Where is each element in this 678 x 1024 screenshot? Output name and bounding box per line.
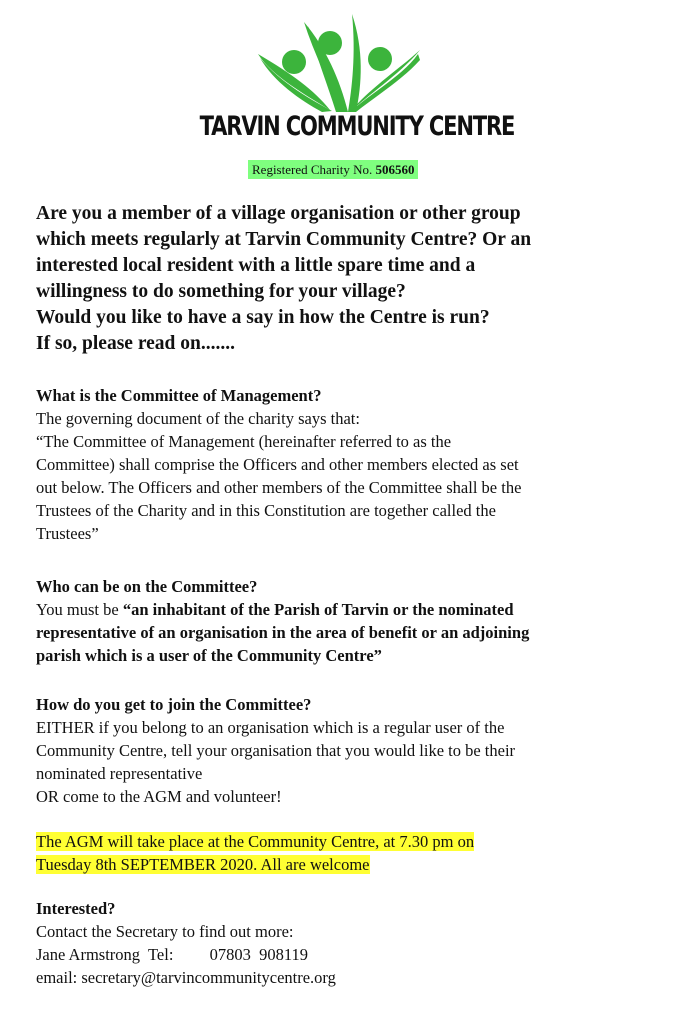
eligibility-line: parish which is a user of the Community Centre” <box>36 646 382 665</box>
charity-number: 506560 <box>375 162 415 177</box>
charity-label: Registered Charity No. <box>252 162 373 177</box>
intro-line: Are you a member of a village organisation or other group <box>36 203 521 224</box>
community-figures-logo-icon <box>252 14 422 112</box>
committee-line: Committee) shall comprise the Officers and other members elected as set <box>36 455 519 474</box>
intro-line: which meets regularly at Tarvin Community Centre? Or an <box>36 229 532 250</box>
contact-name: Jane Armstrong <box>36 945 141 964</box>
join-line: nominated representative <box>36 764 203 783</box>
agm-line: The AGM will take place at the Community Centre, at 7.30 pm on <box>36 832 475 851</box>
intro-paragraph <box>36 201 656 357</box>
eligibility-lead: You must be <box>36 600 123 619</box>
committee-line: “The Committee of Management (hereinafter referred to as the <box>36 432 452 451</box>
intro-line: If so, please read on....... <box>36 333 235 354</box>
committee-line: The governing document of the charity says that: <box>36 409 360 428</box>
eligibility-line: representative of an organisation in the area of benefit or an adjoining <box>36 623 530 642</box>
charity-number-badge <box>248 160 418 179</box>
join-heading: How do you get to join the Committee? <box>36 695 312 714</box>
join-section <box>36 693 666 808</box>
contact-tel: 07803 908119 <box>209 945 309 964</box>
contact-heading: Interested? <box>36 899 116 918</box>
committee-section <box>36 384 666 545</box>
eligibility-section <box>36 575 666 667</box>
intro-line: willingness to do something for your village? <box>36 281 406 302</box>
organisation-name: TARVIN COMMUNITY CENTRE <box>199 111 515 142</box>
contact-email[interactable]: email: secretary@tarvincommunitycentre.org <box>36 968 336 987</box>
eligibility-line: “an inhabitant of the Parish of Tarvin or the nominated <box>122 600 514 619</box>
contact-section <box>36 897 666 989</box>
join-line: EITHER if you belong to an organisation which is a regular user of the <box>36 718 505 737</box>
agm-notice <box>36 830 666 876</box>
agm-line: Tuesday 8th SEPTEMBER 2020. All are welcome <box>36 855 370 874</box>
committee-line: out below. The Officers and other members of the Committee shall be the <box>36 478 522 497</box>
intro-line: interested local resident with a little spare time and a <box>36 255 476 276</box>
contact-tel-label: Tel: <box>147 945 174 964</box>
contact-intro: Contact the Secretary to find out more: <box>36 922 294 941</box>
intro-line: Would you like to have a say in how the Centre is run? <box>36 307 490 328</box>
join-line: Community Centre, tell your organisation that you would like to be their <box>36 741 516 760</box>
join-line: OR come to the AGM and volunteer! <box>36 787 282 806</box>
committee-heading: What is the Committee of Management? <box>36 386 322 405</box>
eligibility-heading: Who can be on the Committee? <box>36 577 258 596</box>
committee-line: Trustees of the Charity and in this Constitution are together called the <box>36 501 496 520</box>
committee-line: Trustees” <box>36 524 99 543</box>
